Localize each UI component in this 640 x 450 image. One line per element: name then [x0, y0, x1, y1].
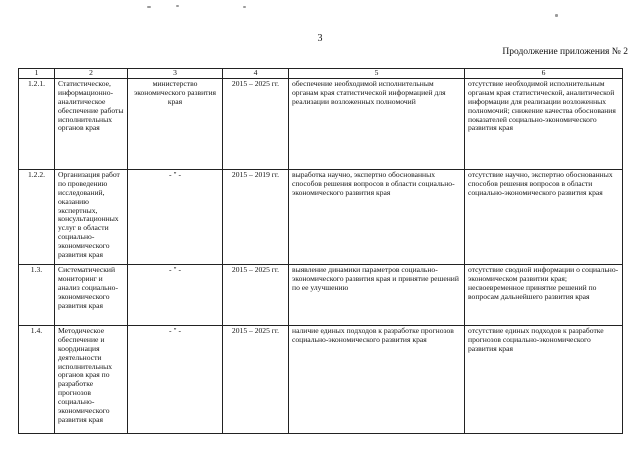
result-cell: обеспечение необходимой исполнительным органам края статистической информацией для реализации возложенных полномочий [289, 79, 465, 170]
table-row [19, 79, 623, 170]
consequence-cell: отсутствие научно, экспертно обоснованных способов решения вопросов в области социально-экономического развития края [465, 170, 623, 265]
term-cell: 2015 – 2025 гг. [223, 265, 289, 326]
consequence-cell: отсутствие единых подходов к разработке прогнозов социально-экономического развития края [465, 326, 623, 434]
item-number: 1.4. [19, 326, 55, 434]
responsible-cell: - " - [128, 170, 223, 265]
column-header: 4 [223, 69, 289, 79]
scan-speck [243, 6, 246, 8]
column-header: 6 [465, 69, 623, 79]
scan-speck [147, 6, 151, 8]
activity-cell: Статистическое, информационно-аналитическое обеспечение работы исполнительных органов края [55, 79, 128, 170]
table-header-row [19, 69, 623, 79]
activity-cell: Систематический мониторинг и анализ социально-экономического развития края [55, 265, 128, 326]
item-number: 1.2.2. [19, 170, 55, 265]
result-cell: наличие единых подходов к разработке прогнозов социально-экономического развития края [289, 326, 465, 434]
table-row [19, 170, 623, 265]
responsible-cell: - " - [128, 326, 223, 434]
program-table [18, 68, 623, 434]
column-header: 1 [19, 69, 55, 79]
appendix-note: Продолжение приложения № 2 [502, 47, 628, 57]
column-header: 5 [289, 69, 465, 79]
result-cell: выработка научно, экспертно обоснованных способов решения вопросов в области социально-экономического развития края [289, 170, 465, 265]
table-row [19, 326, 623, 434]
scan-speck [176, 5, 179, 7]
term-cell: 2015 – 2025 гг. [223, 79, 289, 170]
result-cell: выявление динамики параметров социально-экономического развития края и принятие решений по ее улучшению [289, 265, 465, 326]
consequence-cell: отсутствие необходимой исполнительным органам края статистической, аналитической информации для реализации возложенных полномочий; снижение качества обоснования показателей социально-экономического развития края [465, 79, 623, 170]
responsible-cell: министерство экономического развития края [128, 79, 223, 170]
consequence-cell: отсутствие сводной информации о социально-экономическом развитии края; несвоевременное принятие решений по вопросам дальнейшего развития края [465, 265, 623, 326]
term-cell: 2015 – 2025 гг. [223, 326, 289, 434]
item-number: 1.2.1. [19, 79, 55, 170]
activity-cell: Организация работ по проведению исследований, оказанию экспертных, консультационных услуг в области социально-экономического развития края [55, 170, 128, 265]
column-header: 3 [128, 69, 223, 79]
scan-speck [555, 14, 558, 17]
term-cell: 2015 – 2019 гг. [223, 170, 289, 265]
page-number: 3 [317, 33, 323, 44]
column-header: 2 [55, 69, 128, 79]
item-number: 1.3. [19, 265, 55, 326]
table-row [19, 265, 623, 326]
responsible-cell: - " - [128, 265, 223, 326]
activity-cell: Методическое обеспечение и координация деятельности исполнительных органов края по разработке прогнозов социально-экономического развития края [55, 326, 128, 434]
